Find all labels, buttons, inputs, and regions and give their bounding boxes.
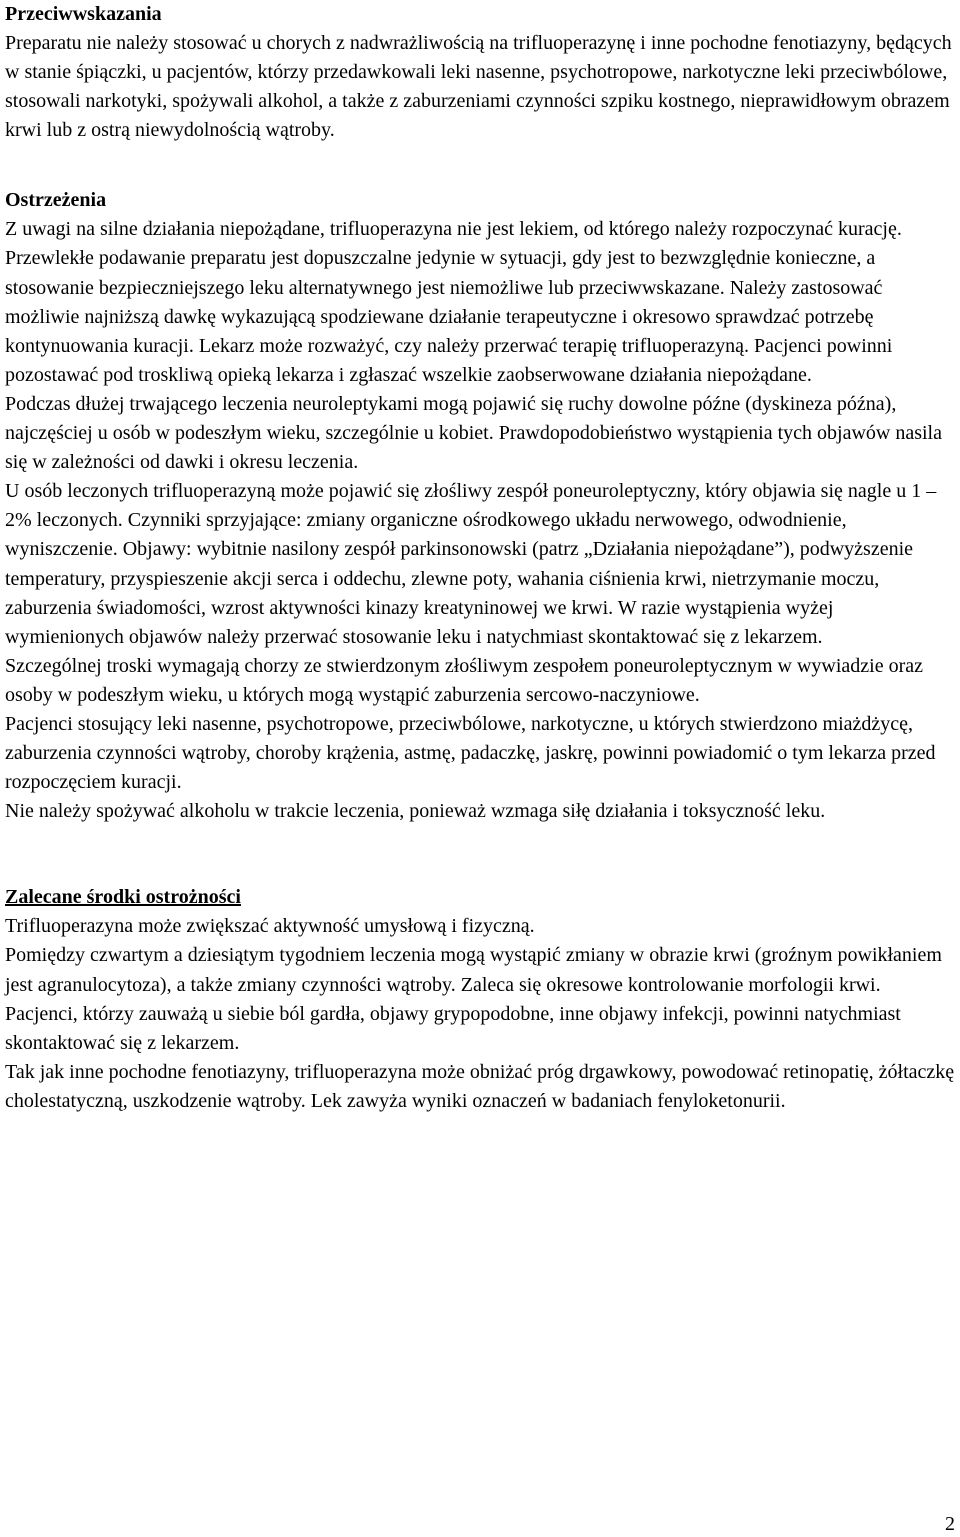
warnings-paragraph-5: Pacjenci stosujący leki nasenne, psychotropowe, przeciwbólowe, narkotyczne, u których stwierdzono miażdżycę, zaburzenia czynności wątroby, choroby krążenia, astmę, padaczkę, jaskrę, powinni powiadomić o tym lekarza przed rozpoczęciem kuracji. [5, 712, 936, 794]
precautions-paragraph-2: Pomiędzy czwartym a dziesiątym tygodniem leczenia mogą wystąpić zmiany w obrazie krwi (groźnym powikłaniem jest agranulocytoza), a także zmiany czynności wątroby. Zaleca się okresowe kontrolowanie morfologii krwi. Pacjenci, którzy zauważą u siebie ból gardła, objawy grypopodobne, inne objawy infekcji, powinni natychmiast skontaktować się z lekarzem. [5, 944, 942, 1054]
section-heading-contraindications: Przeciwwskazania [5, 3, 162, 25]
warnings-paragraph-1: Z uwagi na silne działania niepożądane, trifluoperazyna nie jest lekiem, od którego należy rozpoczynać kurację. Przewlekłe podawanie preparatu jest dopuszczalne jedynie w sytuacji, gdy jest to bezwzględnie konieczne, a stosowanie bezpieczniejszego leku alternatywnego jest niemożliwe lub przeciwwskazane. Należy zastosować możliwie najniższą dawkę wykazującą spodziewane działanie terapeutyczne i okresowo sprawdzać potrzebę kontynuowania kuracji. Lekarz może rozważyć, czy należy przerwać terapię trifluoperazyną. Pacjenci powinni pozostawać pod troskliwą opieką lekarza i zgłaszać wszelkie zaobserwowane działania niepożądane. [5, 218, 902, 386]
section-heading-precautions: Zalecane środki ostrożności [5, 886, 241, 909]
precautions-paragraph-1: Trifluoperazyna może zwiększać aktywność umysłową i fizyczną. [5, 915, 535, 938]
warnings-paragraph-3: U osób leczonych trifluoperazyną może pojawić się złośliwy zespół poneuroleptyczny, który objawia się nagle u 1 – 2% leczonych. Czynniki sprzyjające: zmiany organiczne ośrodkowego układu nerwowego, odwodnienie, wyniszczenie. Objawy: wybitnie nasilony zespół parkinsonowski (patrz „Działania niepożądane”), podwyższenie temperatury, przyspieszenie akcji serca i oddechu, zlewne poty, wahania ciśnienia krwi, nietrzymanie moczu, zaburzenia świadomości, wzrost aktywności kinazy kreatyninowej we krwi. W razie wystąpienia wyżej wymienionych objawów należy przerwać stosowanie leku i natychmiast skontaktować się z lekarzem. [5, 480, 937, 648]
warnings-paragraph-6: Nie należy spożywać alkoholu w trakcie leczenia, ponieważ wzmaga siłę działania i toksyczność leku. [5, 800, 826, 823]
section-heading-warnings: Ostrzeżenia [5, 189, 107, 212]
precautions-paragraph-3: Tak jak inne pochodne fenotiazyny, trifluoperazyna może obniżać próg drgawkowy, powodować retinopatię, żółtaczkę cholestatyczną, uszkodzenie wątroby. Lek zawyża wyniki oznaczeń w badaniach fenyloketonurii. [5, 1060, 955, 1112]
document-page [5, 0, 957, 1116]
warnings-paragraph-2: Podczas dłużej trwającego leczenia neuroleptykami mogą pojawić się ruchy dowolne późne (dyskineza późna), najczęściej u osób w podeszłym wieku, szczególnie u kobiet. Prawdopodobieństwo wystąpienia tych objawów nasila się w zależności od dawki i okresu leczenia. [5, 392, 942, 474]
warnings-paragraph-4: Szczególnej troski wymagają chorzy ze stwierdzonym złośliwym zespołem poneuroleptycznym w wywiadzie oraz osoby w podeszłym wieku, u których mogą wystąpić zaburzenia sercowo-naczyniowe. [5, 654, 924, 706]
contraindications-paragraph: Preparatu nie należy stosować u chorych z nadwrażliwością na trifluoperazynę i inne pochodne fenotiazyny, będących w stanie śpiączki, u pacjentów, którzy przedawkowali leki nasenne, psychotropowe, narkotyczne leki przeciwbólowe, stosowali narkotyki, spożywali alkohol, a także z zaburzeniami czynności szpiku kostnego, nieprawidłowym obrazem krwi lub z ostrą niewydolnością wątroby. [5, 32, 952, 142]
page-number: 2 [945, 1513, 955, 1535]
